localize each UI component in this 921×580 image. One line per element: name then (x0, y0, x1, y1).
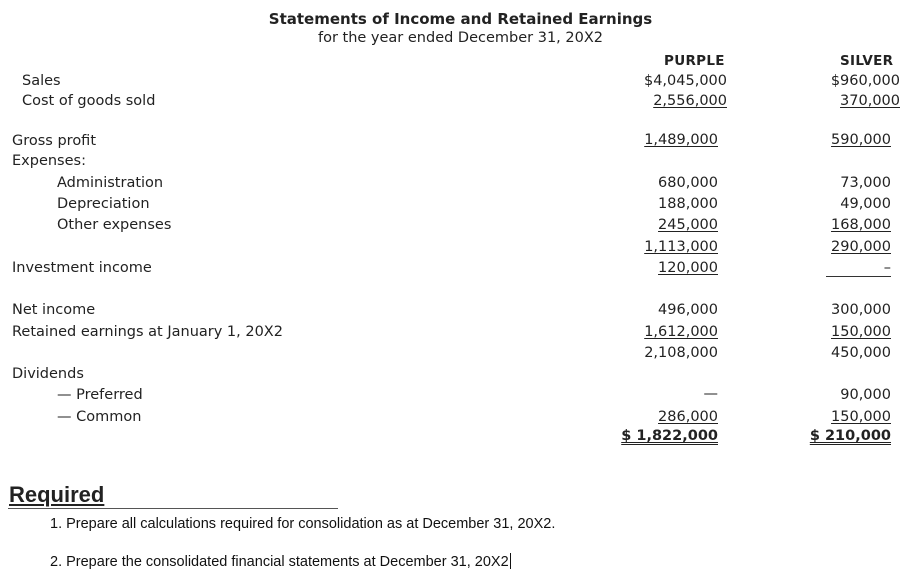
subtotal-purple: 2,108,000 (644, 345, 718, 361)
cogs-purple: 2,556,000 (653, 93, 727, 109)
required-item-2-text: 2. Prepare the consolidated financial statements at December 31, 20X2 (50, 554, 509, 570)
row-label-depreciation: Depreciation (57, 196, 150, 212)
required-heading: Required (9, 482, 105, 507)
row-label-retained-jan1: Retained earnings at January 1, 20X2 (12, 324, 283, 340)
column-header-silver: SILVER (840, 53, 894, 69)
preferred-silver: 90,000 (840, 387, 891, 403)
net-income-purple: 496,000 (658, 302, 718, 318)
required-item-2 (50, 553, 511, 570)
column-header-purple: PURPLE (664, 53, 725, 69)
required-heading-rule (8, 508, 338, 509)
statement-subtitle: for the year ended December 31, 20X2 (317, 30, 604, 46)
depreciation-silver: 49,000 (840, 196, 891, 212)
required-item-1: 1. Prepare all calculations required for consolidation as at December 31, 20X2. (50, 516, 556, 532)
subtotal-silver: 450,000 (831, 345, 891, 361)
investment-income-purple: 120,000 (658, 260, 718, 276)
investment-income-silver: – (883, 260, 891, 276)
preferred-purple: — (703, 386, 718, 402)
row-label-other-expenses: Other expenses (57, 217, 172, 233)
ending-retained-silver: $ 210,000 (809, 428, 891, 444)
gross-profit-silver: 590,000 (831, 132, 891, 148)
row-label-dividends: Dividends (12, 366, 84, 382)
common-purple: 286,000 (658, 409, 718, 425)
administration-silver: 73,000 (840, 175, 891, 191)
ending-retained-purple: $ 1,822,000 (621, 428, 718, 444)
row-label-cogs: Cost of goods sold (22, 93, 156, 109)
row-label-expenses: Expenses: (12, 153, 86, 169)
text-cursor (510, 553, 511, 569)
net-income-silver: 300,000 (831, 302, 891, 318)
row-label-administration: Administration (57, 175, 164, 191)
sales-purple: $4,045,000 (643, 73, 727, 89)
other-expenses-silver: 168,000 (831, 217, 891, 233)
depreciation-purple: 188,000 (658, 196, 718, 212)
retained-jan1-silver: 150,000 (831, 324, 891, 340)
total-expenses-silver: 290,000 (831, 239, 891, 255)
sales-silver: $960,000 (830, 73, 900, 89)
cogs-silver: 370,000 (840, 93, 900, 109)
row-label-sales: Sales (22, 73, 61, 89)
gross-profit-purple: 1,489,000 (644, 132, 718, 148)
other-expenses-purple: 245,000 (658, 217, 718, 233)
row-label-investment-income: Investment income (12, 260, 152, 276)
statement-title: Statements of Income and Retained Earnings (268, 10, 653, 28)
retained-jan1-purple: 1,612,000 (644, 324, 718, 340)
total-expenses-purple: 1,113,000 (644, 239, 718, 255)
investment-income-silver-underline (826, 276, 891, 277)
row-label-preferred: — Preferred (57, 387, 143, 403)
row-label-gross-profit: Gross profit (12, 133, 97, 149)
row-label-common: — Common (57, 409, 142, 425)
common-silver: 150,000 (831, 409, 891, 425)
administration-purple: 680,000 (658, 175, 718, 191)
row-label-net-income: Net income (12, 302, 96, 318)
